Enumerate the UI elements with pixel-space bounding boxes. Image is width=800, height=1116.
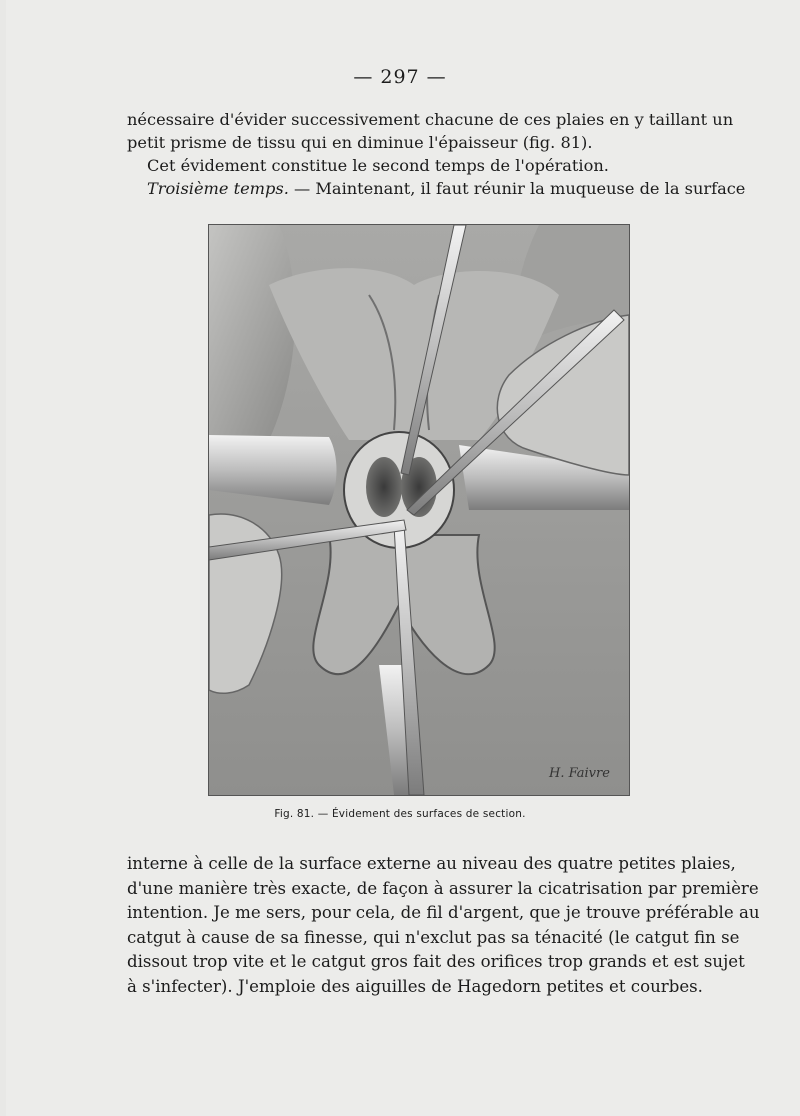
text-line: d'une manière très exacte, de façon à assurer la cicatrisation par première — [127, 878, 759, 898]
text-line: à s'infecter). J'emploie des aiguilles de Hagedorn petites et courbes. — [127, 976, 703, 996]
surgical-illustration — [208, 224, 630, 796]
figure-caption: Fig. 81. — Évidement des surfaces de section. — [274, 808, 526, 820]
bottom-text-block — [127, 852, 760, 999]
third-step-text: — Maintenant, il faut réunir la muqueuse de la surface — [288, 179, 746, 198]
third-step-line — [127, 177, 746, 200]
text-line: dissout trop vite et le catgut gros fait des orifices trop grands et est sujet — [127, 952, 745, 971]
artist-signature: H. Faivre — [549, 766, 610, 781]
illustration-drawing — [209, 225, 629, 795]
text-line: nécessaire d'évider successivement chacune de ces plaies en y taillant un — [127, 110, 734, 129]
top-text-block — [127, 108, 746, 200]
text-line: catgut à cause de sa finesse, qui n'exclut pas sa ténacité (le catgut fin se — [127, 927, 740, 947]
text-line: intention. Je me sers, pour cela, de fil d'argent, que je trouve préférable au — [127, 903, 760, 922]
text-line: interne à celle de la surface externe au niveau des quatre petites plaies, — [127, 854, 736, 873]
text-line: petit prisme de tissu qui en diminue l'épaisseur (fig. 81). — [127, 133, 593, 152]
page-number: — 297 — — [353, 66, 447, 88]
left-cavity — [366, 457, 402, 517]
third-step-heading: Troisième temps. — [147, 179, 289, 198]
paragraph-second-operation-step: Cet évidement constitue le second temps de l'opération. — [147, 156, 609, 175]
